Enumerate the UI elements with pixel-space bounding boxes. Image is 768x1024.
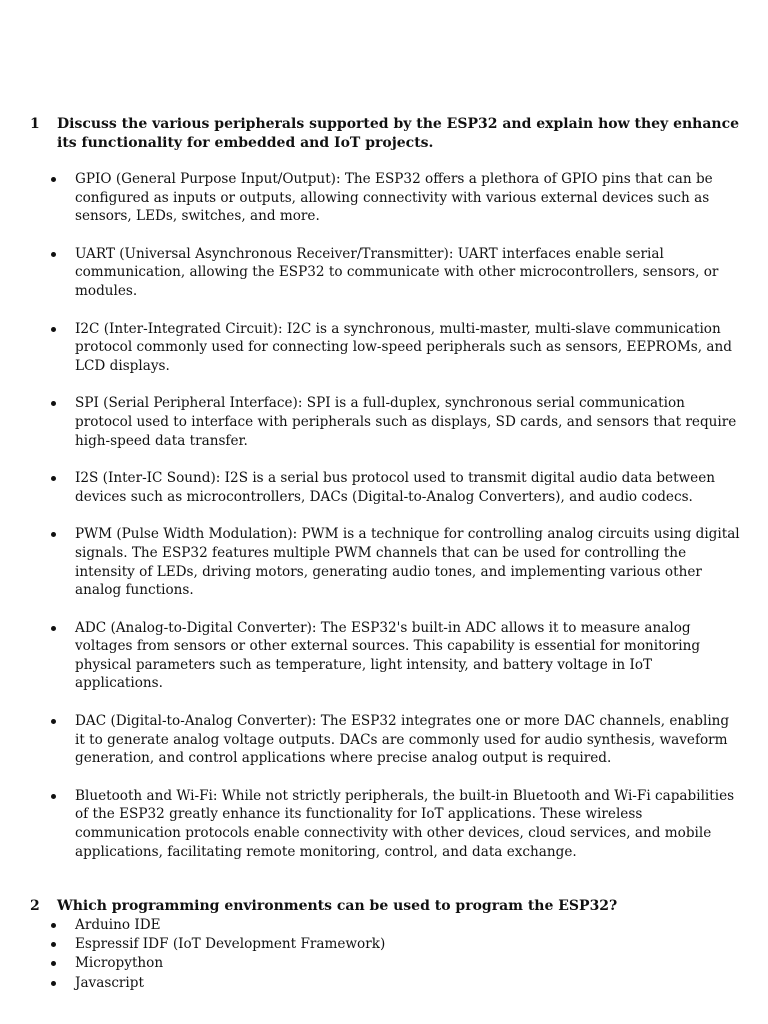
list-item bbox=[30, 245, 742, 301]
bullet-icon bbox=[51, 719, 56, 724]
list-item-text: Bluetooth and Wi-Fi: While not strictly peripherals, the built-in Bluetooth and Wi-Fi capabilities of the ESP32 greatly enhance its functionality for IoT applications. These wireless communication protocols enable connectivity with other devices, cloud services, and mobile applications, facilitating remote monitoring, control, and data exchange. bbox=[75, 787, 735, 860]
list-item-text: Arduino IDE bbox=[75, 916, 161, 933]
bullet-icon bbox=[51, 794, 56, 799]
list-item-text: SPI (Serial Peripheral Interface): SPI is a full-duplex, synchronous serial communication protocol used to interface with peripherals such as displays, SD cards, and sensors that require high-speed data transfer. bbox=[75, 395, 737, 449]
list-item-text: Espressif IDF (IoT Development Framework) bbox=[75, 935, 386, 952]
bullet-icon bbox=[51, 401, 56, 406]
bullet-icon bbox=[51, 476, 56, 481]
bullet-icon bbox=[51, 981, 56, 986]
list-item-text: ADC (Analog-to-Digital Converter): The ESP32's built-in ADC allows it to measure analog voltages from sensors or other external sources. This capability is essential for monitoring physical parameters such as temperature, light intensity, and battery voltage in IoT applications. bbox=[75, 619, 701, 692]
list-item bbox=[30, 320, 742, 376]
list-item-text: UART (Universal Asynchronous Receiver/Transmitter): UART interfaces enable serial communication, allowing the ESP32 to communicate with other microcontrollers, sensors, or modules. bbox=[75, 245, 719, 299]
question-text: Discuss the various peripherals supported by the ESP32 and explain how they enhance its functionality for embedded and IoT projects. bbox=[57, 116, 740, 151]
list-item-text: Micropython bbox=[75, 955, 164, 972]
bullet-icon bbox=[51, 252, 56, 257]
bullet-icon bbox=[51, 327, 56, 332]
question-text: Which programming environments can be used to program the ESP32? bbox=[57, 898, 618, 914]
list-item-text: GPIO (General Purpose Input/Output): The ESP32 offers a plethora of GPIO pins that can be configured as inputs or outputs, allowing connectivity with various external devices such as sensors, LEDs, switches, and more. bbox=[75, 171, 713, 225]
list-item bbox=[30, 935, 742, 954]
list-item-text: DAC (Digital-to-Analog Converter): The ESP32 integrates one or more DAC channels, enabling it to generate analog voltage outputs. DACs are commonly used for audio synthesis, waveform generation, and control applications where precise analog output is required. bbox=[75, 713, 730, 767]
list-item bbox=[30, 712, 742, 768]
list-item-text: Javascript bbox=[75, 974, 144, 991]
list-item bbox=[30, 170, 742, 226]
question-heading bbox=[30, 897, 742, 916]
list-item bbox=[30, 787, 742, 861]
list-item-text: I2C (Inter-Integrated Circuit): I2C is a synchronous, multi-master, multi-slave communication protocol commonly used for connecting low-speed peripherals such as sensors, EEPROMs, and LCD displays. bbox=[75, 320, 732, 374]
question-number: 1 bbox=[30, 116, 40, 132]
list-item bbox=[30, 954, 742, 973]
environment-list bbox=[30, 916, 742, 994]
bullet-icon bbox=[51, 177, 56, 182]
bullet-icon bbox=[51, 923, 56, 928]
bullet-icon bbox=[51, 626, 56, 631]
bullet-icon bbox=[51, 942, 56, 947]
list-item-text: I2S (Inter-IC Sound): I2S is a serial bus protocol used to transmit digital audio data between devices such as microcontrollers, DACs (Digital-to-Analog Converters), and audio codecs. bbox=[75, 470, 716, 505]
question-heading bbox=[30, 115, 742, 152]
question-2 bbox=[30, 897, 742, 993]
list-item bbox=[30, 619, 742, 693]
list-item bbox=[30, 469, 742, 506]
list-item bbox=[30, 394, 742, 450]
list-item bbox=[30, 916, 742, 935]
bullet-icon bbox=[51, 532, 56, 537]
question-1 bbox=[30, 115, 742, 880]
list-item bbox=[30, 974, 742, 993]
question-number: 2 bbox=[30, 898, 40, 914]
bullet-icon bbox=[51, 961, 56, 966]
list-item bbox=[30, 525, 742, 599]
peripheral-list bbox=[30, 170, 742, 861]
list-item-text: PWM (Pulse Width Modulation): PWM is a technique for controlling analog circuits using digital signals. The ESP32 features multiple PWM channels that can be used for controlling the intensity of LEDs, driving motors, generating audio tones, and implementing various other analog functions. bbox=[75, 526, 740, 599]
